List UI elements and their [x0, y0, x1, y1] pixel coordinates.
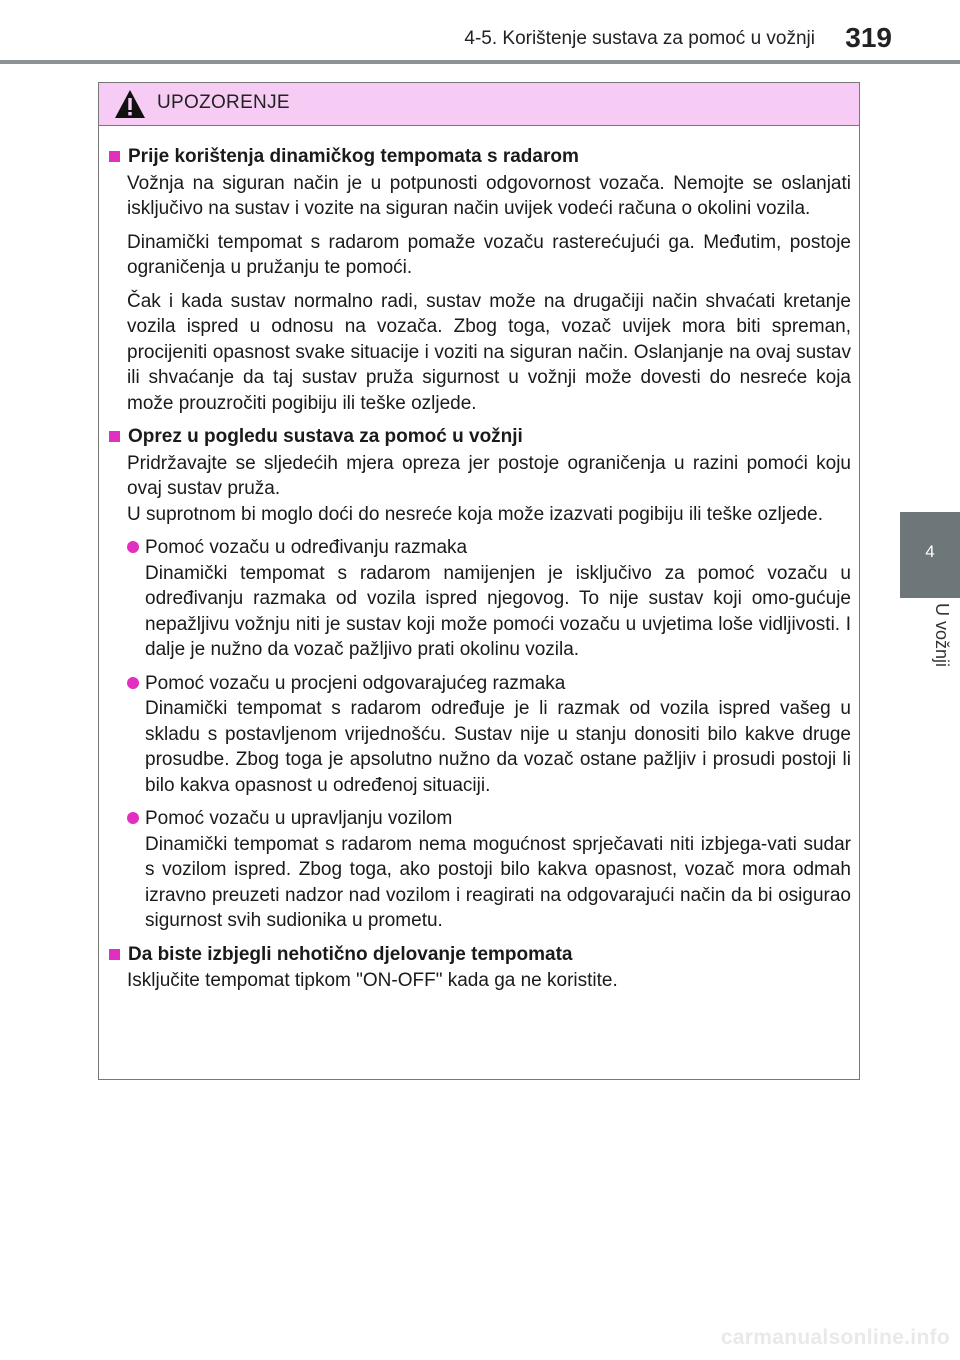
header-divider	[0, 60, 960, 64]
list-item	[127, 535, 851, 663]
warning-label: UPOZORENJE	[157, 92, 290, 113]
paragraph: Isključite tempomat tipkom "ON-OFF" kada ga ne koristite.	[127, 970, 618, 991]
square-bullet-icon	[109, 431, 120, 442]
list-item	[127, 671, 851, 799]
square-bullet-icon	[109, 949, 120, 960]
section-heading-text: Oprez u pogledu sustava za pomoć u vožnji	[128, 426, 523, 447]
section-heading-text: Da biste izbjegli nehotično djelovanje tempomata	[128, 943, 573, 965]
section-heading	[107, 942, 851, 968]
section-title: 4-5. Korištenje sustava za pomoć u vožnji	[464, 28, 815, 49]
paragraph: Čak i kada sustav normalno radi, sustav može na drugačiji način shvaćati kretanje vozila ispred u odnosu na vozača. Zbog toga, vozač uvijek mora biti spreman, procijeniti opasnost svake situacije i voziti na siguran način. Oslanjanje na ovaj sustav ili shvaćanje da taj sustav pruža sigurnost u vožnji može dovesti do nesreće koja može prouzročiti pogibiju ili teške ozljede.	[127, 290, 851, 414]
section-heading	[107, 424, 851, 450]
list-item-content	[145, 671, 851, 799]
chapter-number: 4	[925, 542, 935, 561]
round-bullet-icon	[127, 812, 139, 824]
warning-triangle-icon	[114, 89, 146, 119]
square-bullet-icon	[109, 151, 120, 162]
paragraph	[127, 451, 851, 528]
page-number: 319	[845, 22, 892, 53]
list-item-title: Pomoć vozaču u određivanju razmaka	[145, 537, 468, 558]
list-item	[127, 806, 851, 934]
list-item-text: Dinamički tempomat s radarom nema mogućnost sprječavati niti izbjega-vati sudar s vozilom ispred. Zbog toga, ako postoji bilo kakva opasnost, vozač mora odmah izravno preuzeti nadzor nad vozilom i reagirati na odgovarajući način da bi osigurao sigurnost svih sudionika u prometu.	[145, 833, 851, 931]
paragraph: Dinamički tempomat s radarom pomaže vozaču rasterećujući ga. Međutim, postoje ograničenja u pružanju te pomoći.	[127, 231, 851, 278]
chapter-title: U vožnji	[932, 603, 952, 668]
section-heading-text: Prije korištenja dinamičkog tempomata s radarom	[128, 146, 579, 167]
paragraph: Vožnja na siguran način je u potpunosti odgovornost vozača. Nemojte se oslanjati isključivo na sustav i vozite na siguran način uvijek vodeći računa o okolini vozila.	[127, 172, 851, 219]
round-bullet-icon	[127, 541, 139, 553]
list-item-content	[145, 535, 851, 663]
watermark: carmanualsonline.info	[720, 1326, 950, 1349]
list-item-title: Pomoć vozaču u procjeni odgovarajućeg razmaka	[145, 672, 566, 694]
paragraph-line: Pridržavajte se sljedećih mjera opreza jer postoje ograničenja u razini pomoći koju ovaj sustav pruža.	[127, 452, 851, 499]
paragraph-line: U suprotnom bi moglo doći do nesreće koja može izazvati pogibiju ili teške ozljede.	[127, 503, 823, 525]
chapter-tab	[900, 512, 960, 598]
round-bullet-icon	[127, 677, 139, 689]
warning-body	[99, 126, 859, 994]
list-item-content	[145, 806, 851, 934]
warning-box	[98, 82, 860, 1080]
list-item-text: Dinamički tempomat s radarom namijenjen je isključivo za pomoć vozaču u određivanju razmaka od vozila ispred njegovog. To nije sustav koji omo-gućuje nepažljivu vožnju niti je sustav koji može pomoći vozaču u uvjetima loše vidljivosti. I dalje je nužno da vozač pažljivo prati okolinu vozila.	[145, 562, 851, 660]
list-item-text: Dinamički tempomat s radarom određuje je li razmak od vozila ispred vašeg u skladu s postavljenom vrijednošću. Sustav nije u stanju donositi bilo kakve druge prosudbe. Zbog toga je apsolutno nužno da vozač ostane pažljiv i prosudi postoji li bilo kakva opasnost u određenoj situaciji.	[145, 698, 851, 796]
list-item-title: Pomoć vozaču u upravljanju vozilom	[145, 808, 453, 829]
section-heading	[107, 144, 851, 170]
page-header	[0, 0, 960, 66]
warning-header	[99, 83, 859, 126]
